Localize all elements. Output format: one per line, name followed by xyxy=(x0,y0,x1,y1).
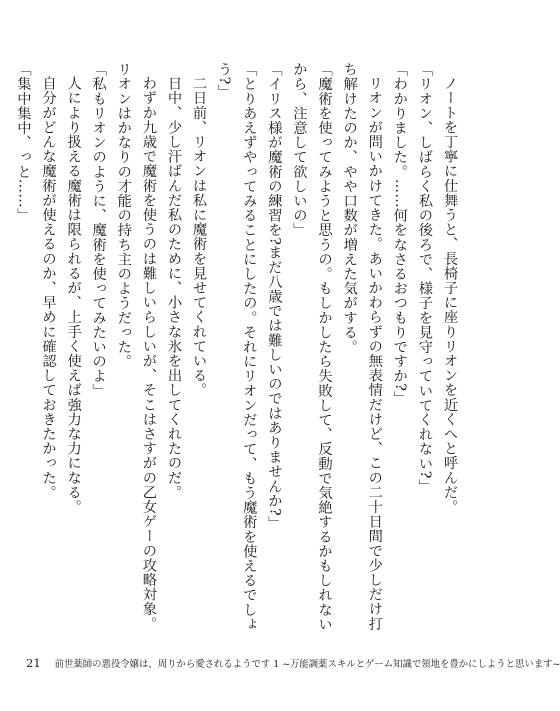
page-footer xyxy=(26,656,560,674)
text-paragraph: 二日前、リオンは私に魔術を見せてくれている。 xyxy=(191,76,208,398)
text-paragraph: 人により扱える魔術は限られるが、上手く使えば強力な力になる。 xyxy=(65,76,82,515)
text-paragraph: わずか九歳で魔術を使うのは難しいらしいが、そこはさすがの乙女ゲーの攻略対象。リオンはかなりの才能の持ち主のようだった。 xyxy=(115,62,157,632)
text-paragraph: ノートを丁寧に仕舞うと、長椅子に座りリオンを近くへと呼んだ。 xyxy=(442,76,458,515)
text-paragraph: 「わかりました。……何をなさるおつもりですか?」 xyxy=(391,62,408,406)
text-paragraph: 「リオン、しばらく私の後ろで、様子を見守っていてくれない?」 xyxy=(416,62,433,494)
text-paragraph: 「イリス様が魔術の練習を?まだ八歳では難しいのではありませんか?」 xyxy=(266,62,283,531)
text-paragraph: 「私もリオンのように、魔術を使ってみたいのよ」 xyxy=(90,62,107,398)
text-paragraph: 日中、少し汗ばんだ私のために、小さな氷を出してくれたのだ。 xyxy=(165,76,182,500)
page-number: 21 xyxy=(26,656,41,670)
text-paragraph: 「集中集中、っと……」 xyxy=(15,62,32,223)
text-paragraph: 「とりあえずやってみることにしたの。それにリオンだって、もう魔術を使えるでしょう?」 xyxy=(216,62,258,632)
text-paragraph: 自分がどんな魔術が使えるのか、早めに確認しておきたかった。 xyxy=(40,76,57,500)
vertical-text-body xyxy=(15,62,462,632)
running-title: 前世薬師の悪役令嬢は、周りから愛されるようです 1 ~万能調薬スキルとゲーム知識で領地を豊かにしようと思います~ xyxy=(54,659,560,670)
text-paragraph: リオンが問いかけてきた。あいかわらずの無表情だけど、この二十日間で少しだけ打ち解けたのか、やや口数が増えた気がする。 xyxy=(341,62,383,632)
text-paragraph: 「魔術を使ってみようと思うの。もしかしたら失敗して、反動で気絶するかもしれないから、注意して欲しいの」 xyxy=(291,62,333,632)
